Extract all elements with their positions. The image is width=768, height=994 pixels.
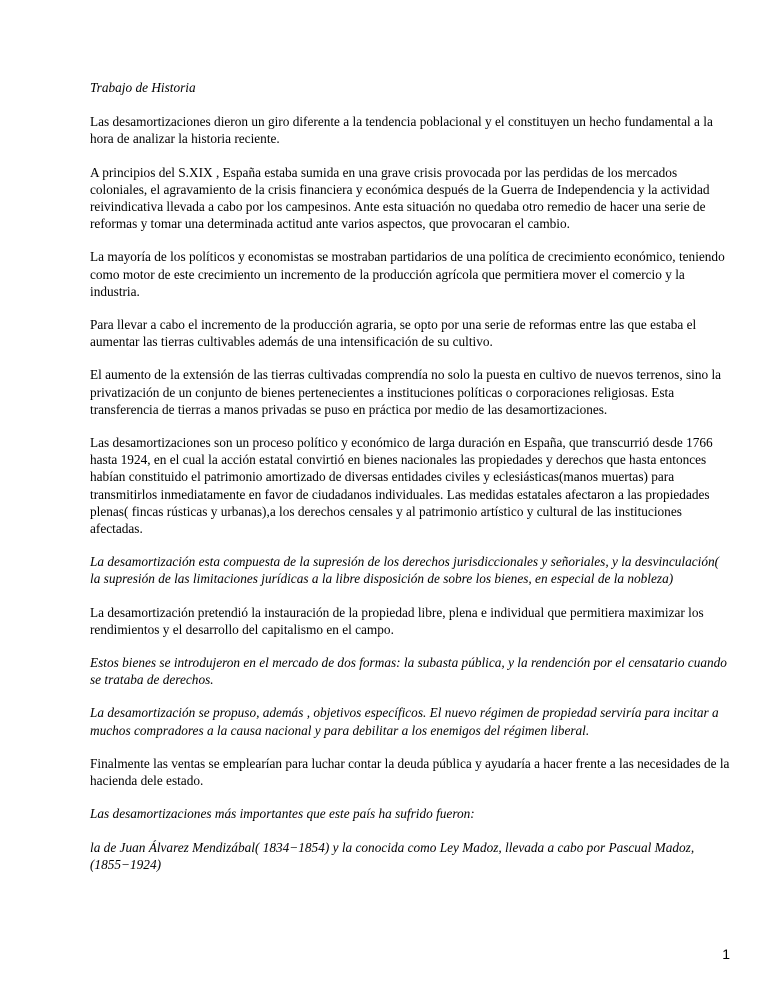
paragraph-reformas: Para llevar a cabo el incremento de la producción agraria, se opto por una serie de reformas entre las que estaba el aumentar las tierras cultivables además de una intensificación de su cultivo.	[90, 317, 697, 350]
paragraph-tierras: El aumento de la extensión de las tierras cultivadas comprendía no solo la puesta en cultivo de nuevos terrenos, sino la privatización de un conjunto de bienes pertenecientes a instituciones políticas o corporaciones religiosas. Esta transferencia de tierras a manos privadas se puso en práctica por medio de las desamortizaciones.	[90, 367, 722, 417]
document-title: Trabajo de Historia	[90, 80, 196, 95]
paragraph-crisis: A principios del S.XIX , España estaba sumida en una grave crisis provocada por las perdidas de los mercados coloniales, el agravamiento de la crisis financiera y económica después de la Guerra de Independencia y la actividad reivindicativa llevada a cabo por los campesinos. Ante esta situación no quedaba otro remedio de hacer una serie de reformas y tomar una determinada actitud ante varios aspectos, que provocaran el cambio.	[90, 164, 710, 232]
paragraph-politicos: La mayoría de los políticos y economistas se mostraban partidarios de una política de crecimiento económico, teniendo como motor de este crecimiento un incremento de la producción agrícola que permitiera mover el comercio y la industria.	[90, 249, 725, 299]
paragraph-propiedad: La desamortización pretendió la instauración de la propiedad libre, plena e individual que permitiera maximizar los rendimientos y el desarrollo del capitalismo en el campo.	[90, 604, 704, 637]
paragraph-ventas: Finalmente las ventas se emplearían para luchar contar la deuda pública y ayudaría a hacer frente a las necesidades de la hacienda dele estado.	[90, 755, 730, 789]
paragraph-mercado: Estos bienes se introdujeron en el mercado de dos formas: la subasta pública, y la rendención por el censatario cuando se trataba de derechos.	[90, 655, 727, 688]
paragraph-definicion: Las desamortizaciones son un proceso político y económico de larga duración en España, que transcurrió desde 1766 hasta 1924, en el cual la acción estatal convirtió en bienes nacionales las propiedades y derechos que hasta entonces habían constituido el patrimonio amortizado de diversas entidades civiles y eclesiásticas(manos muertas) para transmitirlos inmediatamente en favor de ciudadanos individuales. Las medidas estatales afectaron a las propiedades plenas( fincas rústicas y urbanas),a los derechos censales y al patrimonio artístico y cultural de las instituciones afectadas.	[90, 435, 713, 537]
page-number: 1	[722, 946, 730, 962]
paragraph-importantes: Las desamortizaciones más importantes que este país ha sufrido fueron:	[90, 806, 475, 822]
document-page	[90, 79, 730, 889]
paragraph-supresion: La desamortización esta compuesta de la supresión de los derechos jurisdiccionales y señoriales, y la desvinculación( la supresión de las limitaciones jurídicas a la libre disposición de sobre los bienes, en especial de la nobleza)	[90, 554, 720, 587]
paragraph-mendizabal-madoz: la de Juan Álvarez Mendizábal( 1834−1854) y la conocida como Ley Madoz, llevada a cabo por Pascual Madoz, (1855−1924)	[90, 839, 695, 872]
paragraph-intro: Las desamortizaciones dieron un giro diferente a la tendencia poblacional y el constituyen un hecho fundamental a la hora de analizar la historia reciente.	[90, 114, 713, 147]
paragraph-objetivos: La desamortización se propuso, además , objetivos específicos. El nuevo régimen de propiedad serviría para incitar a muchos compradores a la causa nacional y para debilitar a los enemigos del régimen liberal.	[90, 705, 719, 738]
